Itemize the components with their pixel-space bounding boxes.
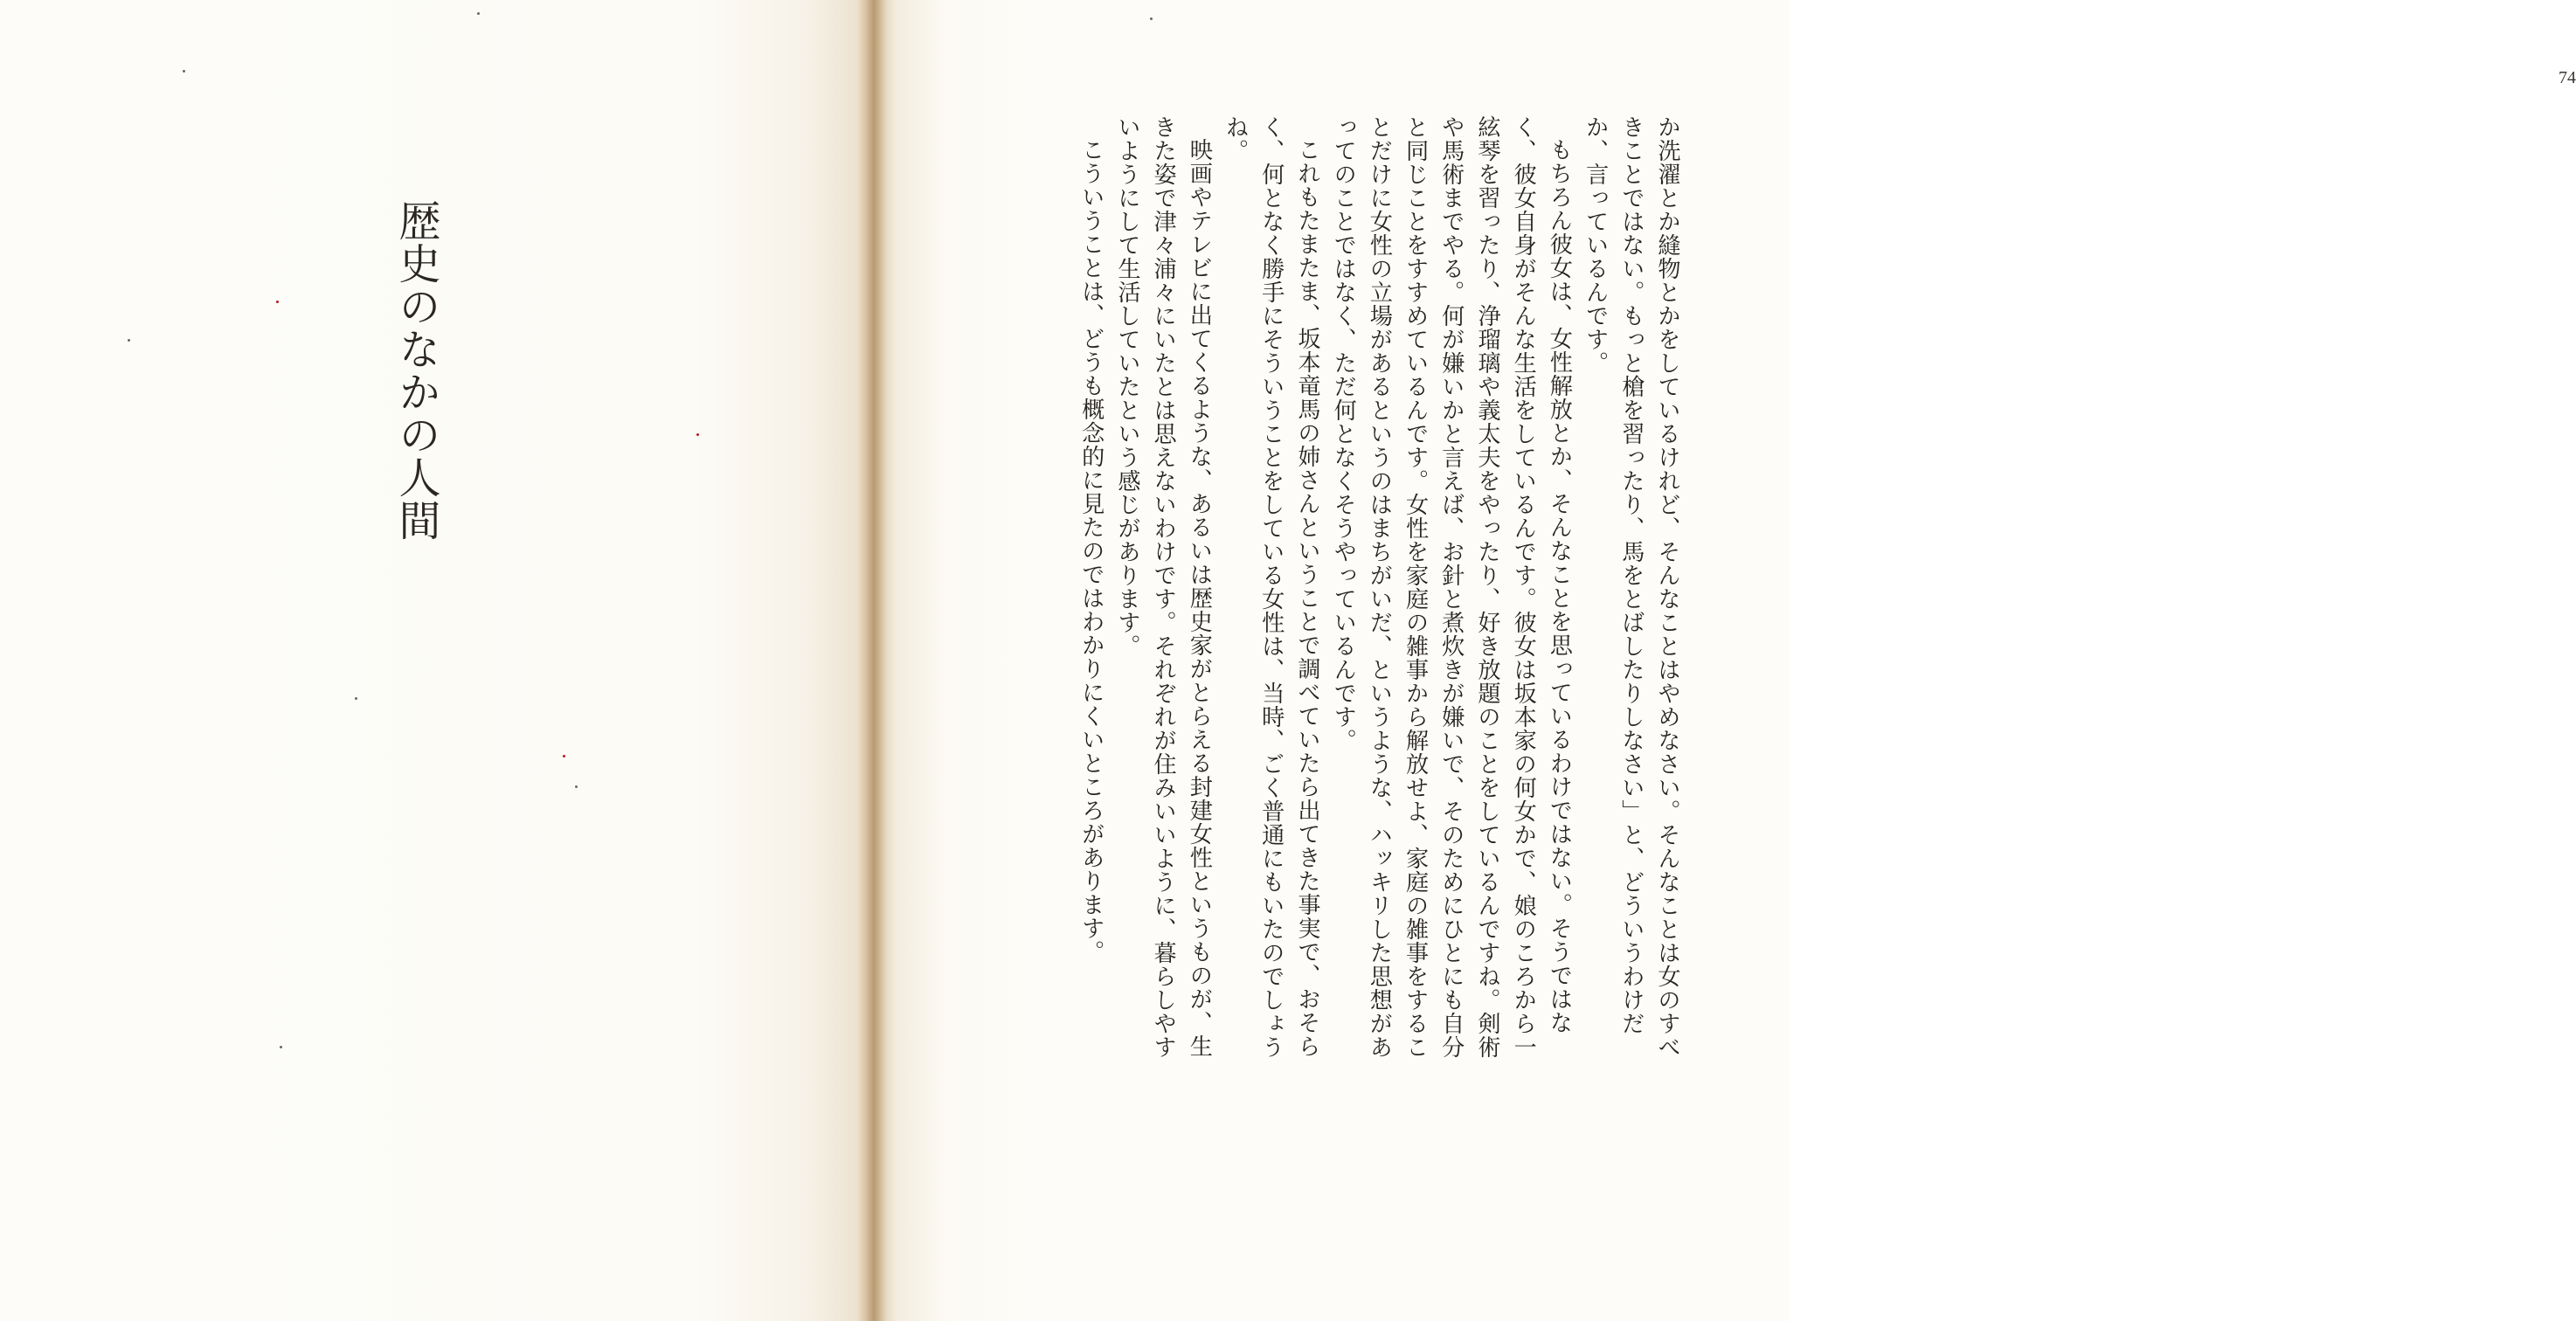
page-number: 74 — [2559, 68, 2576, 87]
scan-speck — [276, 301, 279, 303]
scan-speck — [355, 697, 357, 700]
scan-speck — [1150, 17, 1153, 20]
scan-speck — [128, 339, 130, 342]
paragraph: 映画やテレビに出てくるような、あるいは歴史家がとらえる封建女性というものが、生きた姿で津々浦々にいたとは思えないわけです。それぞれが住みいいように、暮らしやすいようにして生活していたという感じがあります。 — [1113, 115, 1213, 1059]
scan-speck — [575, 785, 578, 788]
paragraph: これもたまたま、坂本竜馬の姉さんということで調べていたら出てきた事実で、おそらく、何となく勝手にそういうことをしている女性は、当時、ごく普通にもいたのでしょうね。 — [1222, 115, 1320, 1059]
left-page — [0, 0, 867, 1321]
chapter-title: 歴史のなかの人間 — [391, 199, 440, 542]
paragraph: か洗濯とか縫物とかをしているけれど、そんなことはやめなさい。そんなことは女のすべきことではない。もっと槍を習ったり、馬をとばしたりしなさい」と、どういうわけだか、言っているんです。 — [1582, 115, 1680, 1059]
paragraph: もちろん彼女は、女性解放とか、そんなことを思っているわけではない。そうではなく、彼女自身がそんな生活をしているんです。彼女は坂本家の何女かで、娘のころから一絃琴を習ったり、浄瑠璃や義太夫をやったり、好き放題のことをしているんですね。剣術や馬術までやる。何が嫌いかと言えば、お針と煮炊きが嫌いで、そのためにひとにも自分と同じことをすすめているんです。女性を家庭の雑事から解放せよ、家庭の雑事をすることだけに女性の立場があるというのはまちがいだ、というような、ハッキリした思想があってのことではなく、ただ何となくそうやっているんです。 — [1330, 115, 1573, 1059]
scan-speck — [563, 755, 565, 757]
body-text — [1073, 115, 1685, 1059]
right-page — [897, 0, 2576, 1321]
paragraph: こういうことは、どうも概念的に見たのではわかりにくいところがあります。 — [1077, 138, 1104, 965]
scan-speck — [696, 433, 699, 436]
scan-speck — [280, 1046, 282, 1048]
scan-speck — [477, 12, 480, 15]
scan-speck — [183, 70, 185, 73]
book-gutter — [856, 0, 898, 1321]
